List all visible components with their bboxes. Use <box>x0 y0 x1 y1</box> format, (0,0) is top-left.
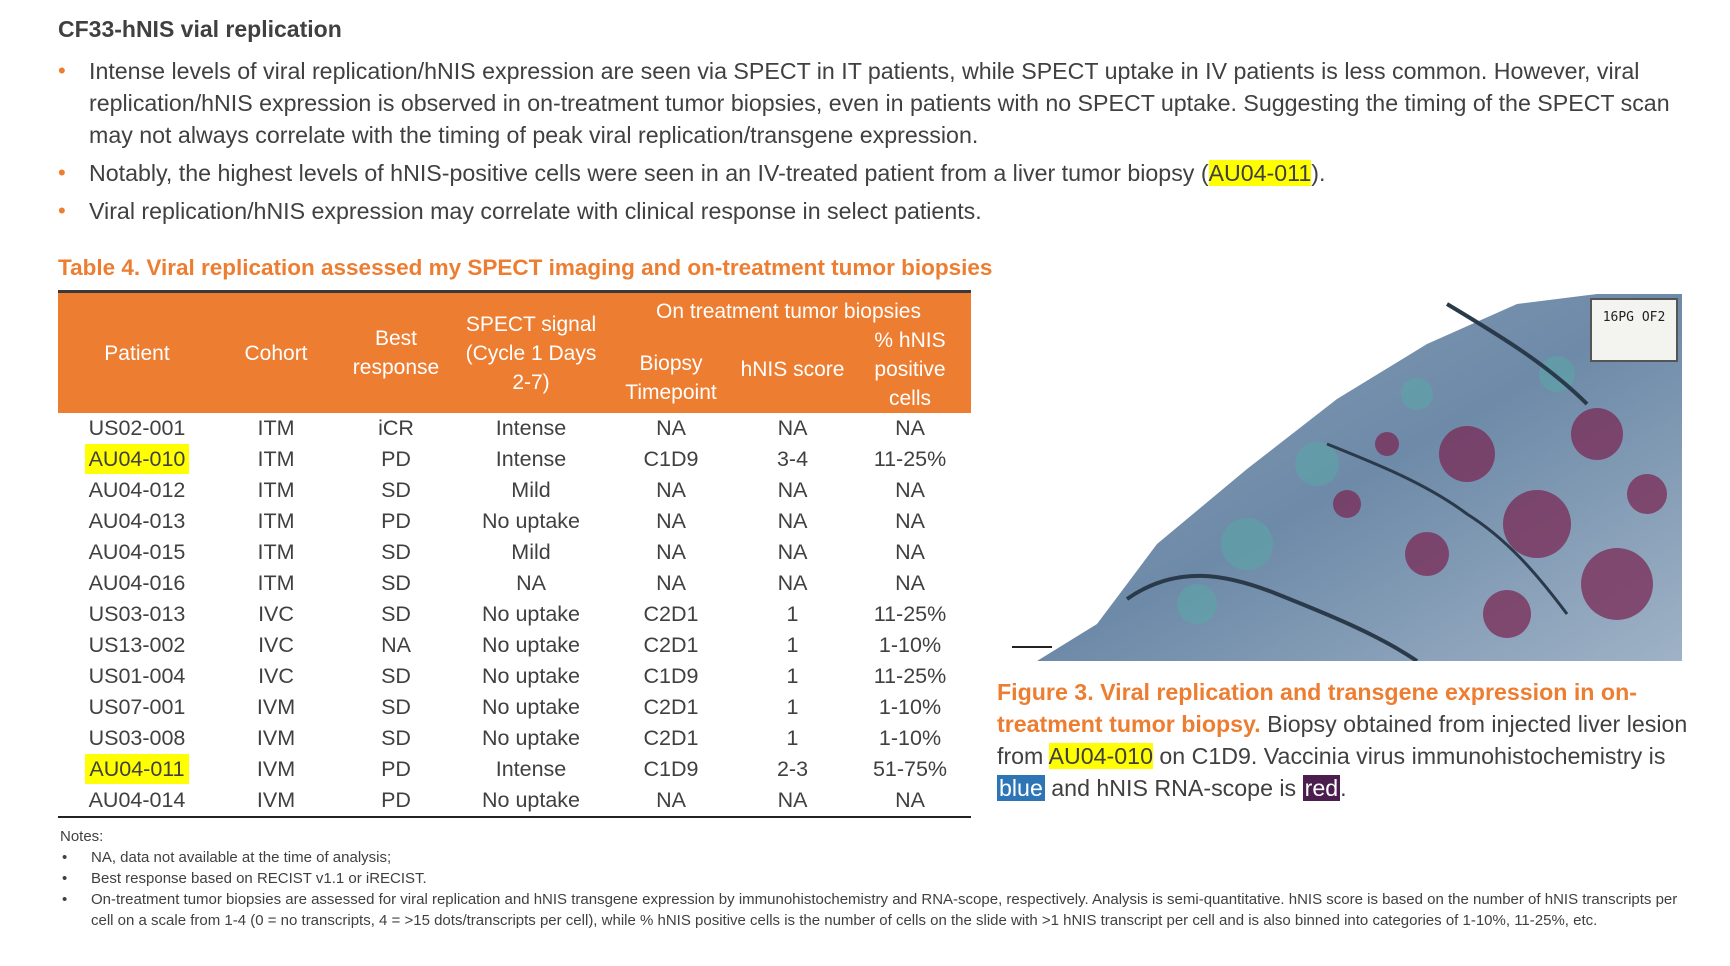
cell-timepoint: C2D1 <box>643 633 699 657</box>
caption-title: Figure 3. Viral replication and transgene expression in on-treatment tumor biopsy. <box>997 679 1637 737</box>
caption-text: Biopsy obtained from injected liver lesion from <box>997 711 1688 769</box>
cell-hnis-positive: 11-25% <box>873 447 947 471</box>
cell-timepoint: C1D9 <box>643 757 699 781</box>
bullet-dot-icon: • <box>62 870 68 887</box>
cell-cohort: IVM <box>256 726 296 750</box>
slide-label: 16PG OF2 <box>1590 298 1678 362</box>
cell-cohort: IVC <box>258 633 294 657</box>
bullet-item <box>58 195 1718 227</box>
table-title: Table 4. Viral replication assessed my SPECT imaging and on-treatment tumor biopsies <box>58 255 993 280</box>
cell-best-response: SD <box>381 602 411 626</box>
cell-patient: AU04-013 <box>88 509 186 533</box>
cell-spect: No uptake <box>481 509 580 533</box>
cell-spect: Intense <box>495 447 567 471</box>
table-row <box>58 599 971 630</box>
cell-hnis-score: NA <box>777 509 808 533</box>
cell-spect: No uptake <box>481 695 580 719</box>
section-title: CF33-hNIS vial replication <box>58 16 342 42</box>
table-row <box>58 754 971 785</box>
caption-text: . <box>1340 775 1347 801</box>
cell-spect: No uptake <box>481 664 580 688</box>
cell-best-response: SD <box>381 478 411 502</box>
cell-patient: US01-004 <box>88 664 186 688</box>
bullet-text: Intense levels of viral replication/hNIS expression are seen via SPECT in IT patients, while SPECT uptake in IV patients is less common. However, viral replication/hNIS expression is observed in on-treatment tumor biopsies, even in patients with no SPECT uptake. Suggesting the timing of the SPECT scan may not always correlate with the timing of peak viral replication/transgene expression. <box>89 58 1670 148</box>
note-item <box>60 889 1700 931</box>
cell-hnis-positive: NA <box>895 540 925 564</box>
cell-cohort: ITM <box>257 571 295 595</box>
bullet-dot-icon: • <box>62 849 68 866</box>
cell-spect: No uptake <box>481 602 580 626</box>
cell-cohort: ITM <box>257 478 295 502</box>
cell-hnis-positive: 11-25% <box>873 602 947 626</box>
cell-hnis-positive: NA <box>895 509 925 533</box>
cell-best-response: SD <box>381 726 411 750</box>
cell-cohort: ITM <box>257 447 295 471</box>
cell-patient <box>58 444 216 475</box>
cell-cohort: ITM <box>257 416 295 440</box>
red-label: red <box>1304 775 1339 801</box>
bullet-item <box>58 55 1718 151</box>
notes-list <box>60 847 1700 931</box>
cell-patient: AU04-016 <box>88 571 186 595</box>
cell-timepoint: C1D9 <box>643 664 699 688</box>
cell-best-response: PD <box>381 447 411 471</box>
cell-patient: US07-001 <box>88 695 186 719</box>
cell-hnis-score: 1 <box>786 726 799 750</box>
bullet-dot-icon: • <box>58 160 66 185</box>
note-item <box>60 847 1700 868</box>
cell-hnis-score: 2-3 <box>776 757 809 781</box>
table-row <box>58 692 971 723</box>
cell-best-response: PD <box>336 785 456 817</box>
table-row <box>58 413 971 444</box>
cell-hnis-positive: NA <box>895 478 925 502</box>
scale-bar <box>1012 646 1052 648</box>
table-row <box>58 537 971 568</box>
cell-cohort: IVC <box>258 602 294 626</box>
header-biopsy-group: On treatment tumor biopsies <box>606 292 971 327</box>
cell-hnis-score: NA <box>777 416 808 440</box>
cell-patient: US02-001 <box>88 416 186 440</box>
highlighted-patient: AU04-011 <box>1208 160 1312 186</box>
bullet-text: ). <box>1311 160 1326 186</box>
cell-best-response: SD <box>381 540 411 564</box>
header-patient: Patient <box>58 292 216 414</box>
cell-hnis-positive: 1-10% <box>878 726 942 750</box>
biopsy-image <box>997 294 1682 661</box>
cell-patient: US03-013 <box>88 602 186 626</box>
cell-cohort: IVC <box>258 664 294 688</box>
cell-spect: Intense <box>495 416 567 440</box>
header-spect-signal: SPECT signal (Cycle 1 Days 2-7) <box>456 292 606 414</box>
note-text: On-treatment tumor biopsies are assessed for viral replication and hNIS transgene expression by immunohistochemistry and RNA-scope, respectively. Analysis is semi-quantitative. hNIS score is based on the number of hNIS transcripts per cell on a scale from 1-4 (0 = no transcripts, 4 = >15 dots/transcripts per cell), while % hNIS positive cells is the number of cells on the slide with >1 hNIS transcript per cell and is also binned into categories of 1-10%, 11-25%, etc. <box>91 891 1678 929</box>
cell-hnis-positive: 1-10% <box>878 695 942 719</box>
cell-cohort: IVM <box>256 757 296 781</box>
cell-hnis-positive: NA <box>895 571 925 595</box>
cell-hnis-positive: NA <box>895 416 925 440</box>
cell-patient: US13-002 <box>88 633 186 657</box>
bullet-item <box>58 157 1718 189</box>
cell-hnis-score: NA <box>736 785 849 817</box>
notes-title: Notes: <box>60 828 104 845</box>
cell-spect: No uptake <box>456 785 606 817</box>
table-row <box>58 661 971 692</box>
header-hnis-positive: % hNIS positive cells <box>849 326 971 413</box>
cell-patient: AU04-014 <box>58 785 216 817</box>
cell-timepoint: NA <box>656 416 686 440</box>
biopsy-image-svg <box>997 294 1682 661</box>
cell-patient: US03-008 <box>88 726 186 750</box>
table-row <box>58 506 971 537</box>
note-text: Best response based on RECIST v1.1 or iRECIST. <box>91 870 427 887</box>
cell-cohort: ITM <box>257 509 295 533</box>
cell-hnis-score: 1 <box>786 633 799 657</box>
cell-spect: Intense <box>495 757 567 781</box>
table-row <box>58 475 971 506</box>
cell-hnis-positive: 51-75% <box>872 757 948 781</box>
cell-cohort: IVM <box>216 785 336 817</box>
bullet-text: Notably, the highest levels of hNIS-positive cells were seen in an IV-treated patient from a liver tumor biopsy ( <box>89 160 1209 186</box>
cell-timepoint: C2D1 <box>643 602 699 626</box>
bullet-dot-icon: • <box>58 198 66 223</box>
blue-label: blue <box>999 775 1043 801</box>
cell-timepoint: C2D1 <box>643 726 699 750</box>
caption-text: on C1D9. Vaccinia virus immunohistochemistry is <box>1152 743 1666 769</box>
highlighted-patient: AU04-011 <box>85 754 188 784</box>
cell-hnis-positive: 1-10% <box>878 633 942 657</box>
table-row <box>58 785 971 817</box>
cell-best-response: PD <box>381 757 411 781</box>
table-row <box>58 444 971 475</box>
cell-patient <box>58 754 216 785</box>
cell-patient: AU04-012 <box>88 478 186 502</box>
cell-spect: Mild <box>511 540 551 564</box>
cell-best-response: PD <box>381 509 411 533</box>
header-best-response: Best response <box>336 292 456 414</box>
bullet-text: Viral replication/hNIS expression may correlate with clinical response in select patients. <box>89 198 982 224</box>
cell-spect: Mild <box>511 478 551 502</box>
cell-timepoint: NA <box>656 540 686 564</box>
highlighted-patient: AU04-010 <box>1048 743 1153 769</box>
results-table <box>58 290 971 818</box>
cell-best-response: SD <box>381 695 411 719</box>
cell-best-response: SD <box>381 664 411 688</box>
cell-hnis-positive: NA <box>849 785 971 817</box>
cell-cohort: IVM <box>256 695 296 719</box>
highlighted-patient: AU04-010 <box>85 444 190 474</box>
cell-hnis-score: NA <box>777 571 808 595</box>
cell-timepoint: NA <box>656 509 686 533</box>
cell-hnis-score: 1 <box>786 664 799 688</box>
cell-timepoint: NA <box>606 785 736 817</box>
header-hnis-score: hNIS score <box>736 326 849 413</box>
bullet-dot-icon: • <box>62 891 68 908</box>
cell-timepoint: C1D9 <box>643 447 699 471</box>
cell-spect: NA <box>516 571 546 595</box>
cell-hnis-positive: 11-25% <box>873 664 947 688</box>
cell-patient: AU04-015 <box>88 540 186 564</box>
cell-cohort: ITM <box>257 540 295 564</box>
table-row <box>58 568 971 599</box>
cell-spect: No uptake <box>481 726 580 750</box>
caption-text: and hNIS RNA-scope is <box>1044 775 1303 801</box>
cell-hnis-score: 1 <box>786 602 799 626</box>
cell-hnis-score: 1 <box>786 695 799 719</box>
header-cohort: Cohort <box>216 292 336 414</box>
bullet-list <box>58 55 1718 233</box>
cell-timepoint: C2D1 <box>643 695 699 719</box>
cell-hnis-score: NA <box>777 540 808 564</box>
cell-best-response: SD <box>381 571 411 595</box>
cell-spect: No uptake <box>481 633 580 657</box>
cell-hnis-score: 3-4 <box>776 447 809 471</box>
cell-hnis-score: NA <box>777 478 808 502</box>
cell-timepoint: NA <box>656 478 686 502</box>
notes <box>60 826 1700 931</box>
table-row <box>58 723 971 754</box>
bullet-dot-icon: • <box>58 58 66 83</box>
cell-best-response: NA <box>381 633 411 657</box>
note-item <box>60 868 1700 889</box>
cell-best-response: iCR <box>378 416 414 440</box>
header-biopsy-timepoint: Biopsy Timepoint <box>606 326 736 413</box>
note-text: NA, data not available at the time of analysis; <box>91 849 392 866</box>
figure-caption <box>997 676 1697 804</box>
cell-timepoint: NA <box>656 571 686 595</box>
table-row <box>58 630 971 661</box>
